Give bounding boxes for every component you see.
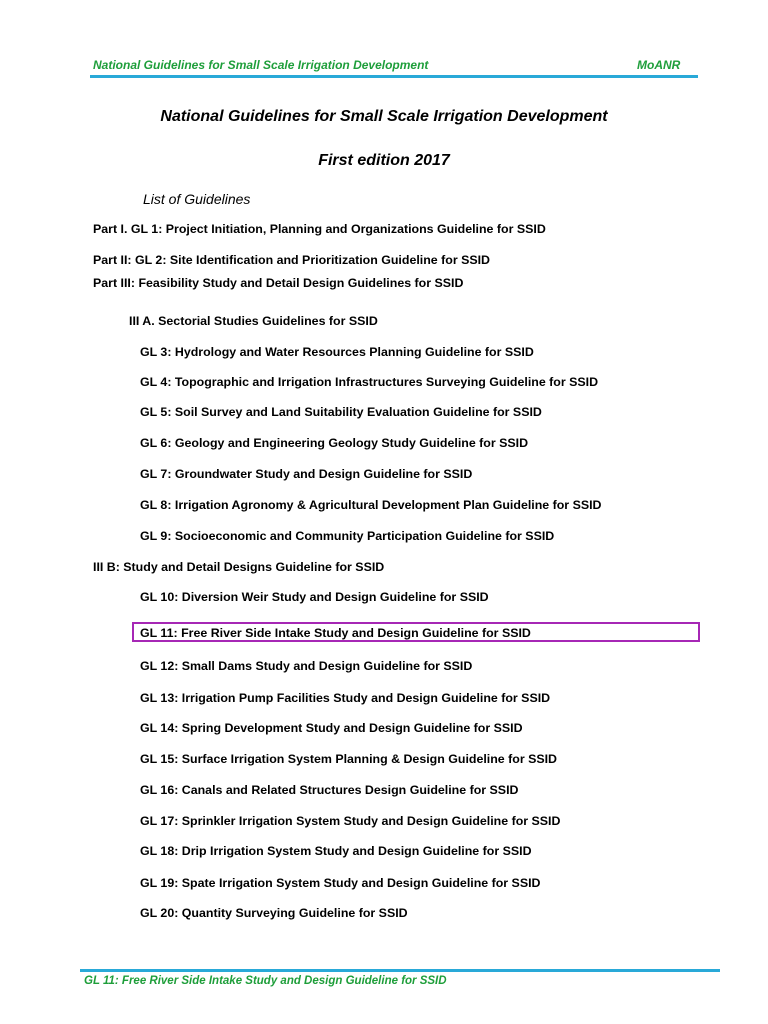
list-heading: List of Guidelines: [143, 191, 251, 207]
section-a-heading: III A. Sectorial Studies Guidelines for SSID: [129, 314, 378, 328]
guideline-item: GL 8: Irrigation Agronomy & Agricultural Development Plan Guideline for SSID: [140, 498, 602, 512]
guideline-item: GL 3: Hydrology and Water Resources Planning Guideline for SSID: [140, 345, 534, 359]
guideline-item: GL 20: Quantity Surveying Guideline for SSID: [140, 906, 408, 920]
document-title: National Guidelines for Small Scale Irrigation Development: [160, 108, 608, 125]
guideline-item: GL 14: Spring Development Study and Design Guideline for SSID: [140, 721, 523, 735]
guideline-item: GL 10: Diversion Weir Study and Design Guideline for SSID: [140, 590, 489, 604]
section-b-heading: III B: Study and Detail Designs Guideline for SSID: [93, 560, 385, 574]
guideline-item: GL 13: Irrigation Pump Facilities Study and Design Guideline for SSID: [140, 691, 551, 705]
header-rule: [90, 75, 698, 78]
guideline-item: GL 6: Geology and Engineering Geology Study Guideline for SSID: [140, 436, 529, 450]
guideline-item: GL 17: Sprinkler Irrigation System Study and Design Guideline for SSID: [140, 814, 561, 828]
footer-text: GL 11: Free River Side Intake Study and Design Guideline for SSID: [84, 975, 447, 987]
guideline-item: GL 12: Small Dams Study and Design Guideline for SSID: [140, 659, 473, 673]
guideline-item: GL 19: Spate Irrigation System Study and Design Guideline for SSID: [140, 876, 541, 890]
guideline-item: GL 16: Canals and Related Structures Design Guideline for SSID: [140, 783, 519, 797]
guideline-item: GL 15: Surface Irrigation System Planning & Design Guideline for SSID: [140, 752, 558, 766]
header-org: MoANR: [637, 58, 681, 72]
part-1: Part I. GL 1: Project Initiation, Planning and Organizations Guideline for SSID: [93, 222, 546, 236]
edition-label: First edition 2017: [318, 152, 450, 169]
guideline-item: GL 18: Drip Irrigation System Study and Design Guideline for SSID: [140, 844, 532, 858]
guideline-item-current: GL 11: Free River Side Intake Study and Design Guideline for SSID: [140, 626, 531, 640]
header-title: National Guidelines for Small Scale Irrigation Development: [93, 58, 429, 72]
guideline-item: GL 5: Soil Survey and Land Suitability Evaluation Guideline for SSID: [140, 405, 542, 419]
guideline-item: GL 7: Groundwater Study and Design Guideline for SSID: [140, 467, 473, 481]
part-3: Part III: Feasibility Study and Detail Design Guidelines for SSID: [93, 276, 464, 290]
footer-rule: [80, 969, 720, 972]
guideline-item: GL 4: Topographic and Irrigation Infrastructures Surveying Guideline for SSID: [140, 375, 599, 389]
part-2: Part II: GL 2: Site Identification and Prioritization Guideline for SSID: [93, 253, 491, 267]
guideline-item: GL 9: Socioeconomic and Community Participation Guideline for SSID: [140, 529, 555, 543]
